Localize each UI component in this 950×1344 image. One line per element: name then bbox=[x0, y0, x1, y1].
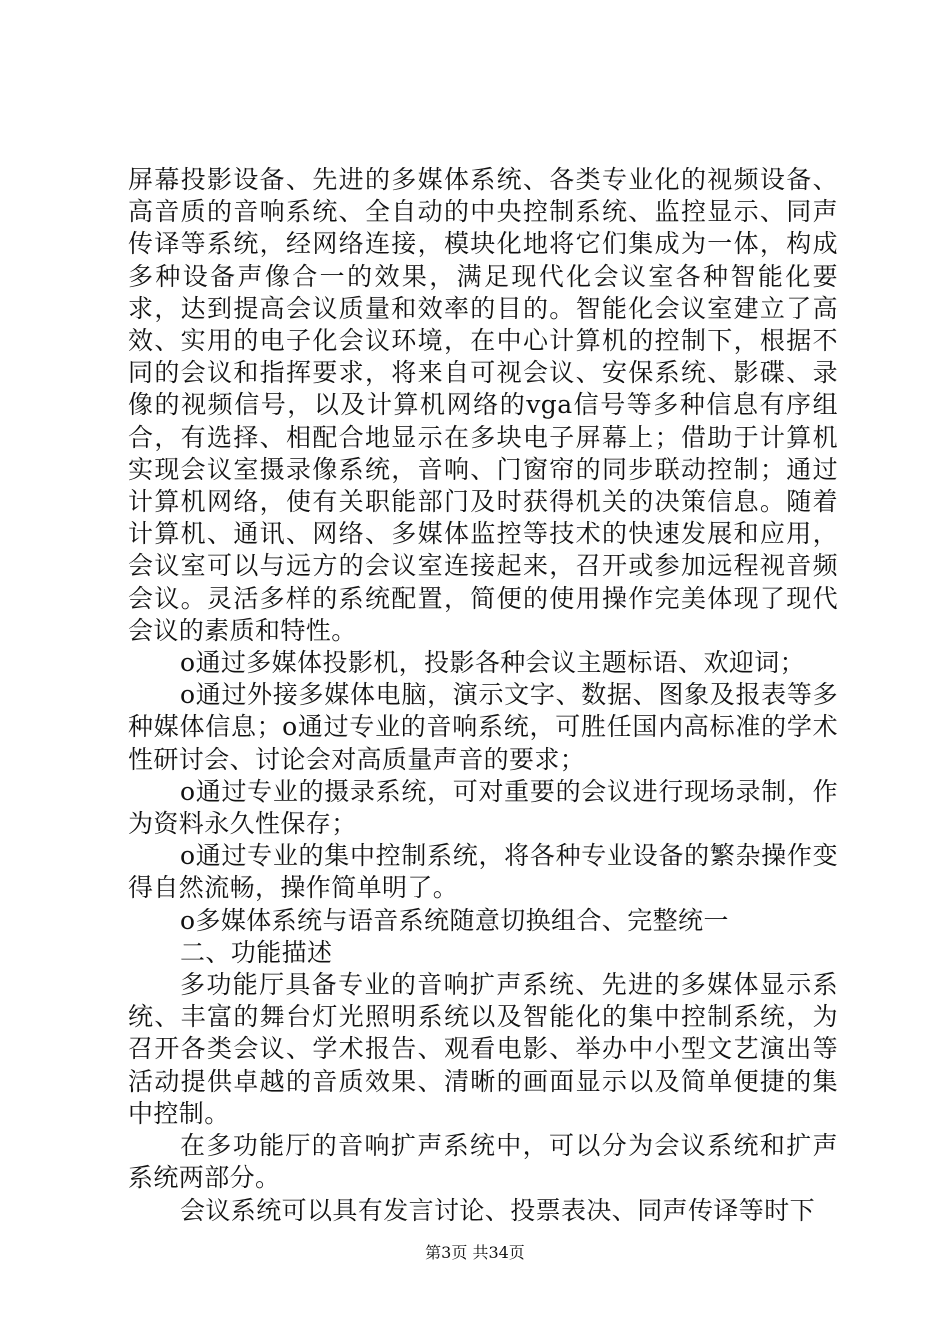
paragraph-multifunction-hall: 多功能厅具备专业的音响扩声系统、先进的多媒体显示系统、丰富的舞台灯光照明系统以及智能化的集中控制系统，为召开各类会议、学术报告、观看电影、举办中小型文艺演出等活动提供卓越的音质效果、清晰的画面显示以及简单便捷的集中控制。 bbox=[128, 970, 838, 1128]
bullet-recording-system: o通过专业的摄录系统，可对重要的会议进行现场录制，作为资料永久性保存； bbox=[128, 776, 838, 839]
bullet-projector: o通过多媒体投影机，投影各种会议主题标语、欢迎词； bbox=[180, 648, 806, 678]
paragraph-conference-system: 会议系统可以具有发言讨论、投票表决、同声传译等时下 bbox=[180, 1195, 816, 1225]
paragraph-audio-system: 在多功能厅的音响扩声系统中，可以分为会议系统和扩声系统两部分。 bbox=[128, 1131, 838, 1193]
paragraph-1: 屏幕投影设备、先进的多媒体系统、各类专业化的视频设备、高音质的音响系统、全自动的中央控制系统、监控显示、同声传译等系统，经网络连接，模块化地将它们集成为一体，构成多种设备声像合一的效果，满足现代化会议室各种智能化要求，达到提高会议质量和效率的目的。智能化会议室建立了高效、实用的电子化会议环境，在中心计算机的控制下，根据不同的会议和指挥要求，将来自可视会议、安保系统、影碟、录像的视频信号，以及计算机网络的vga信号等多种信息有序组合，有选择、相配合地显示在多块电子屏幕上；借助于计算机实现会议室摄录像系统，音响、门窗帘的同步联动控制；通过计算机网络，使有关职能部门及时获得机关的决策信息。随着计算机、通讯、网络、多媒体监控等技术的快速发展和应用，会议室可以与远方的会议室连接起来，召开或参加远程视音频会议。灵活多样的系统配置，简便的使用操作完美体现了现代会议的素质和特性。 bbox=[128, 165, 838, 645]
page-footer bbox=[0, 1243, 950, 1263]
document-body bbox=[128, 164, 838, 1227]
bullet-central-control: o通过专业的集中控制系统，将各种专业设备的繁杂操作变得自然流畅，操作简单明了。 bbox=[128, 841, 838, 903]
section-heading-function-description: 二、功能描述 bbox=[180, 937, 333, 967]
bullet-system-switching: o多媒体系统与语音系统随意切换组合、完整统一 bbox=[180, 905, 729, 935]
bullet-multimedia-computer: o通过外接多媒体电脑，演示文字、数据、图象及报表等多种媒体信息；o通过专业的音响系统，可胜任国内高标准的学术性研讨会、讨论会对高质量声音的要求； bbox=[128, 680, 838, 774]
page-number-label: 第3页 共34页 bbox=[425, 1243, 525, 1262]
